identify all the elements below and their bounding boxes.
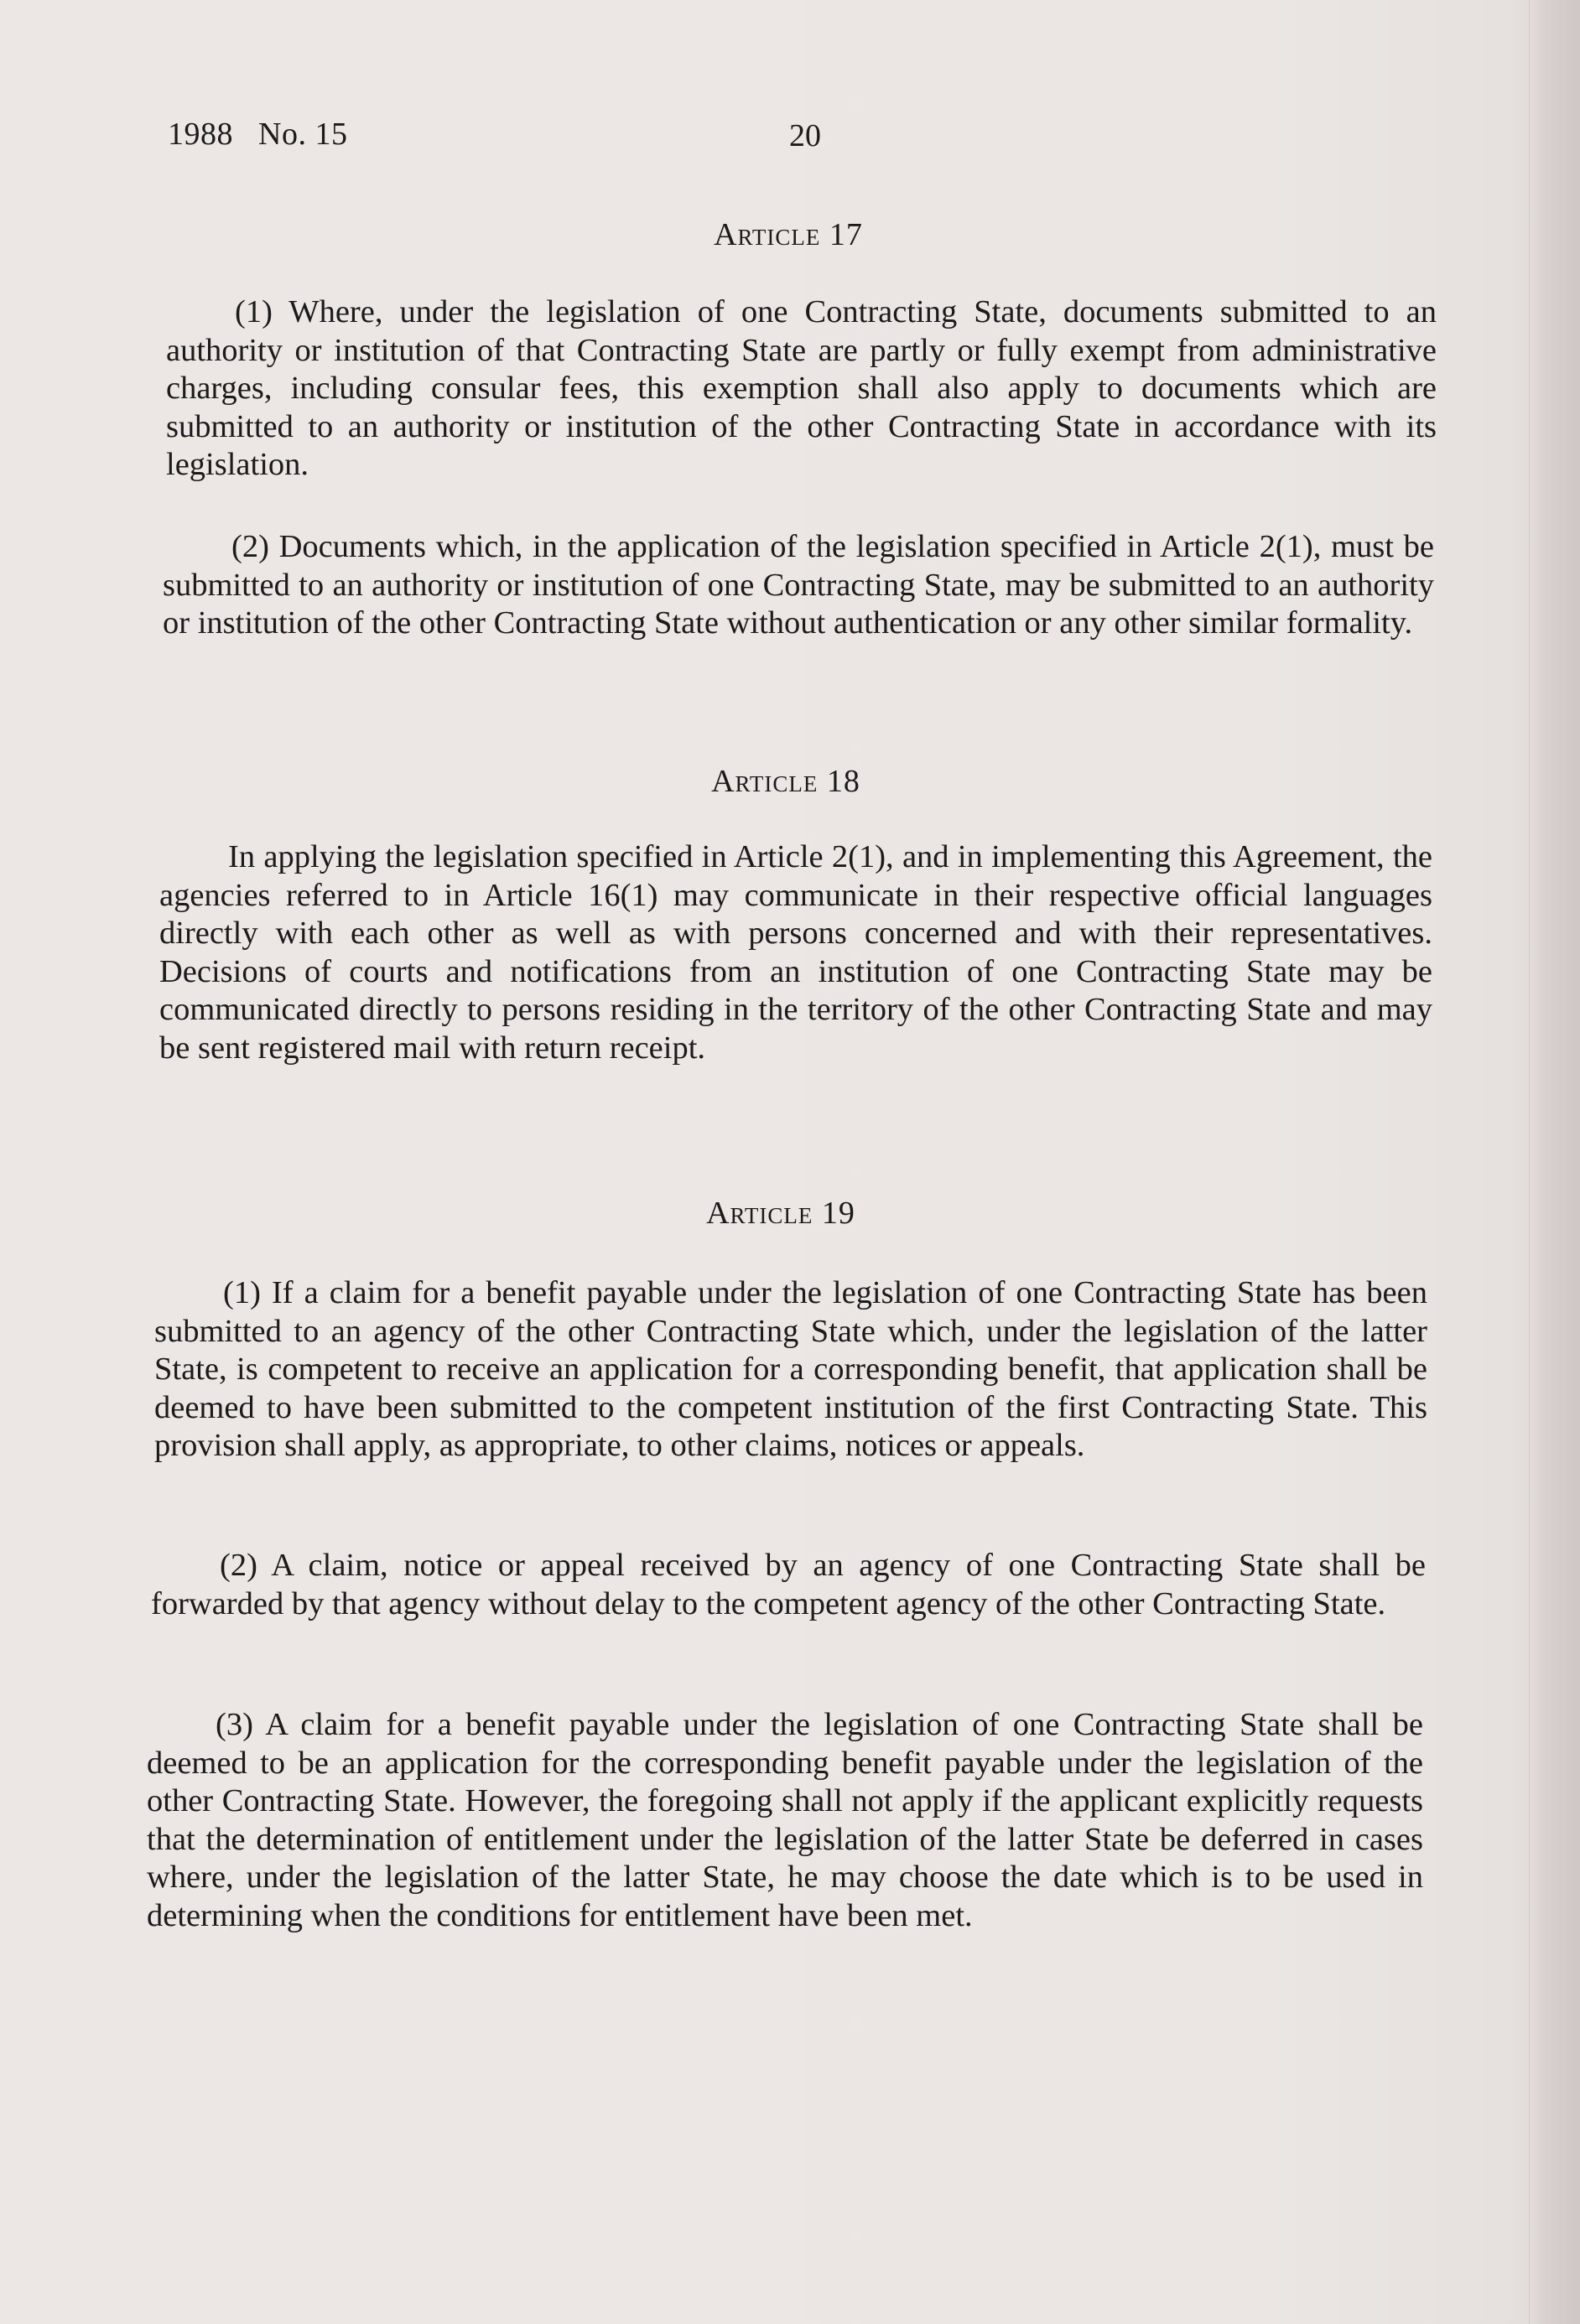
article-19-paragraph-1-text: (1) If a claim for a benefit payable under the legislation of one Contracting State has been submitted to an agency of the other Contracting State which, under the legislation of the latter State, is competent to receive an application for a corresponding benefit, that application shall be deemed to have been submitted to the competent institution of the first Contracting State. This provision shall apply, as appropriate, to other claims, notices or appeals. [154, 1275, 1427, 1463]
article-19-paragraph-3 [147, 1706, 1423, 1935]
article-17-paragraph-1 [166, 293, 1437, 485]
article-17-heading: Article 17 [714, 217, 863, 252]
book-spine-shadow [1530, 0, 1580, 2324]
page-number: 20 [789, 118, 821, 153]
article-18-heading: Article 18 [711, 764, 860, 799]
article-19-heading: Article 19 [706, 1196, 855, 1231]
article-19-paragraph-2 [151, 1547, 1426, 1623]
article-18-paragraph-text: In applying the legislation specified in Article 2(1), and in implementing this Agreement, the agencies referred to in Article 16(1) may communicate in their respective official languages directly with each other as well as with persons concerned and with their representatives. Decisions of courts and notifications from an institution of one Contracting State may be communicated directly to persons residing in the territory of the other Contracting State and may be sent registered mail with return receipt. [159, 839, 1432, 1066]
statute-reference: 1988 No. 15 [168, 117, 348, 152]
article-18-paragraph [159, 838, 1432, 1067]
article-17-paragraph-2-text: (2) Documents which, in the application of the legislation specified in Article 2(1), must be submitted to an authority or institution of one Contracting State, may be submitted to an authority or institution of the other Contracting State without authentication or any other similar formality. [163, 529, 1434, 641]
article-19-paragraph-1 [154, 1274, 1427, 1465]
article-17-paragraph-1-text: (1) Where, under the legislation of one Contracting State, documents submitted to an authority or institution of that Contracting State are partly or fully exempt from administrative charges, including consular fees, this exemption shall also apply to documents which are submitted to an authority or institution of the other Contracting State in accordance with its legislation. [166, 294, 1437, 482]
article-17-paragraph-2 [163, 528, 1434, 643]
article-19-paragraph-2-text: (2) A claim, notice or appeal received by an agency of one Contracting State shall be forwarded by that agency without delay to the competent agency of the other Contracting State. [151, 1548, 1426, 1621]
article-19-paragraph-3-text: (3) A claim for a benefit payable under the legislation of one Contracting State shall be deemed to be an application for the corresponding benefit payable under the legislation of the other Contracting State. However, the foregoing shall not apply if the applicant explicitly requests that the determination of entitlement under the legislation of the latter State be deferred in cases where, under the legislation of the latter State, he may choose the date which is to be used in determining when the conditions for entitlement have been met. [147, 1707, 1423, 1933]
